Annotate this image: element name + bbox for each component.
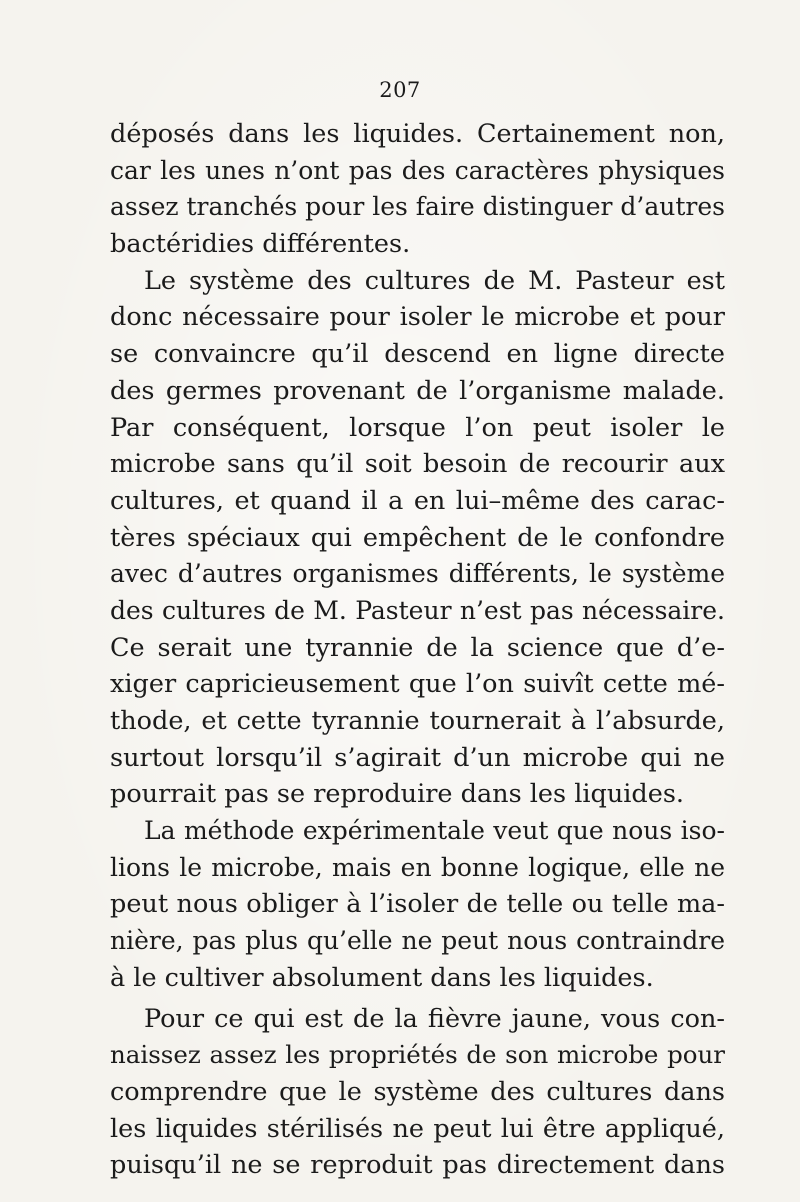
text-line: à le cultiver absolument dans les liquides. [110,962,654,993]
text-line: tères spéciaux qui empêchent de le confondre [110,522,725,553]
paragraph [110,1001,725,1184]
paragraph [110,263,725,813]
text-line: assez tranchés pour les faire distinguer d’autres [110,192,725,222]
text-line: Ce serait une tyrannie de la science que d’e- [110,632,725,663]
text-line: nière, pas plus qu’elle ne peut nous contraindre [110,926,725,956]
text-line: Le système des cultures de M. Pasteur est [144,265,725,296]
text-line: microbe sans qu’il soit besoin de recourir aux [110,449,725,480]
text-line: lions le microbe, mais en bonne logique, elle ne [110,852,725,882]
text-line: surtout lorsqu’il s’agirait d’un microbe qui ne [110,742,725,773]
text-line: des cultures de M. Pasteur n’est pas nécessaire. [110,595,725,625]
text-line: La méthode expérimentale veut que nous iso- [144,816,725,846]
paragraph [110,116,725,263]
text-line: naissez assez les propriétés de son microbe pour [110,1040,725,1070]
text-line: donc nécessaire pour isoler le microbe et pour [110,302,725,333]
text-line: thode, et cette tyrannie tournerait à l’absurde, [110,706,725,736]
text-line: des germes provenant de l’organisme malade. [110,375,725,406]
text-line: avec d’autres organismes différents, le système [110,559,725,589]
text-line: cultures, et quand il a en lui–même des carac- [110,485,725,516]
text-line: xiger capricieusement que l’on suivît cette mé- [110,669,725,700]
text-line: comprendre que le système des cultures dans [110,1076,725,1107]
text-line: déposés dans les liquides. Certainement non, [110,119,725,149]
text-line: Pour ce qui est de la fièvre jaune, vous con- [144,1003,725,1034]
text-line: les liquides stérilisés ne peut lui être appliqué, [110,1113,725,1144]
text-line: car les unes n’ont pas des caractères physiques [110,155,725,185]
text-line: puisqu’il ne se reproduit pas directement dans [110,1150,725,1181]
text-line: Par conséquent, lorsque l’on peut isoler le [110,412,725,443]
paragraph [110,813,725,996]
body-text [110,116,725,1184]
text-line: pourrait pas se reproduire dans les liquides. [110,779,685,810]
text-line: peut nous obliger à l’isoler de telle ou telle ma- [110,889,725,920]
text-line: bactéridies différentes. [110,229,411,260]
page-number: 207 [379,78,421,102]
text-line: se convaincre qu’il descend en ligne directe [110,339,725,370]
